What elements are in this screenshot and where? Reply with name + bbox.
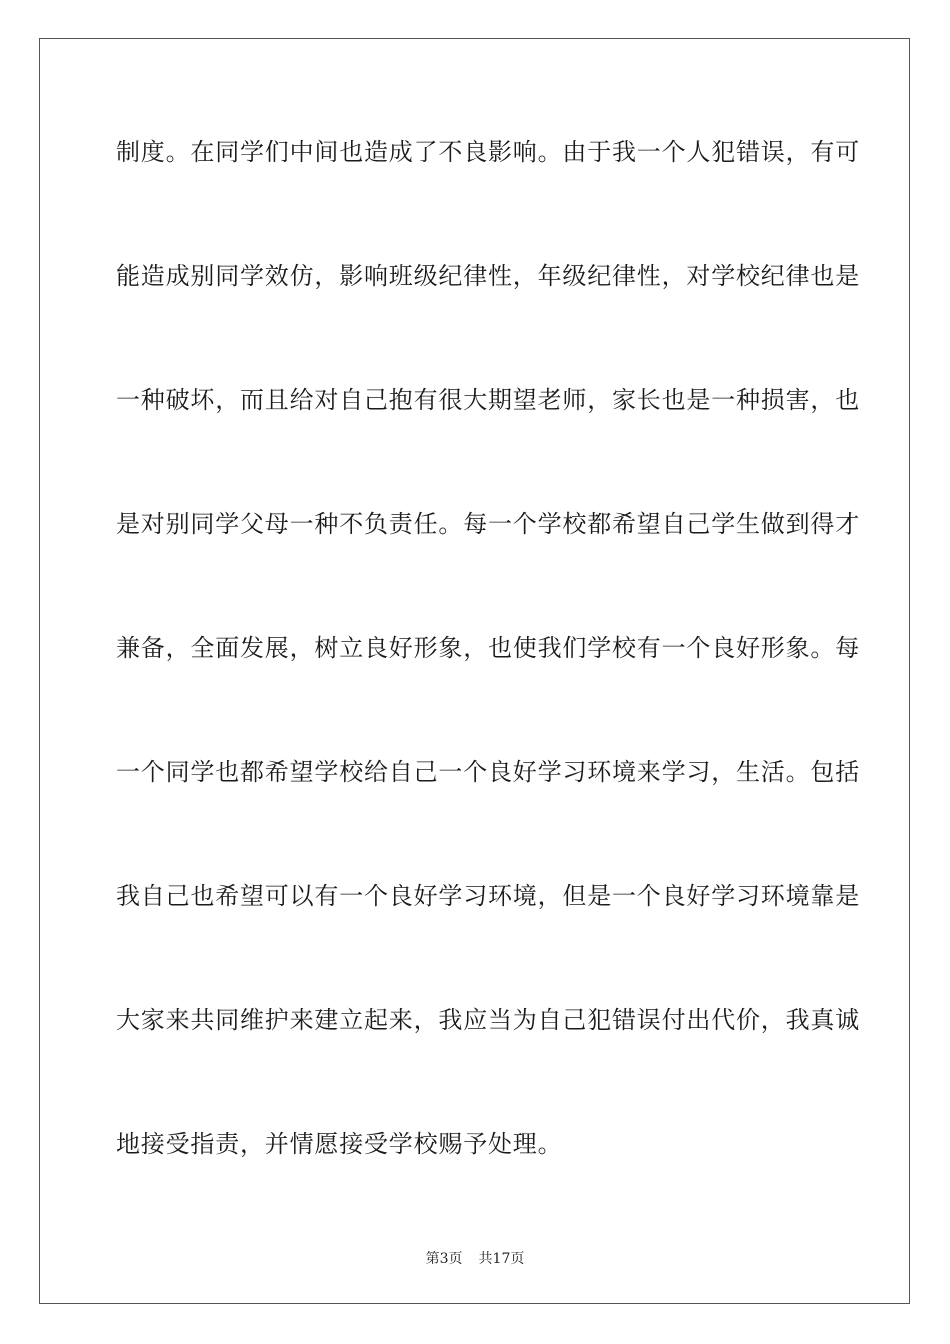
text-line: 地接受指责，并情愿接受学校赐予处理。 bbox=[116, 1130, 563, 1158]
text-line: 兼备，全面发展，树立良好形象，也使我们学校有一个良好形象。每 bbox=[116, 634, 860, 662]
text-line: 大家来共同维护来建立起来，我应当为自己犯错误付出代价，我真诚 bbox=[116, 1006, 860, 1034]
page-total: 共17页 bbox=[478, 1251, 525, 1267]
text-line: 我自己也希望可以有一个良好学习环境，但是一个良好学习环境靠是 bbox=[116, 882, 860, 910]
document-body bbox=[116, 128, 860, 1244]
text-line: 是对别同学父母一种不负责任。每一个学校都希望自己学生做到得才 bbox=[116, 510, 860, 538]
text-line: 制度。在同学们中间也造成了不良影响。由于我一个人犯错误，有可 bbox=[116, 138, 860, 166]
text-line: 一种破坏，而且给对自己抱有很大期望老师，家长也是一种损害，也 bbox=[116, 386, 860, 414]
page-number: 第3页 bbox=[425, 1251, 463, 1267]
text-line: 一个同学也都希望学校给自己一个良好学习环境来学习，生活。包括 bbox=[116, 758, 860, 786]
text-line: 能造成别同学效仿，影响班级纪律性，年级纪律性，对学校纪律也是 bbox=[116, 262, 860, 290]
page-footer bbox=[0, 1248, 950, 1268]
